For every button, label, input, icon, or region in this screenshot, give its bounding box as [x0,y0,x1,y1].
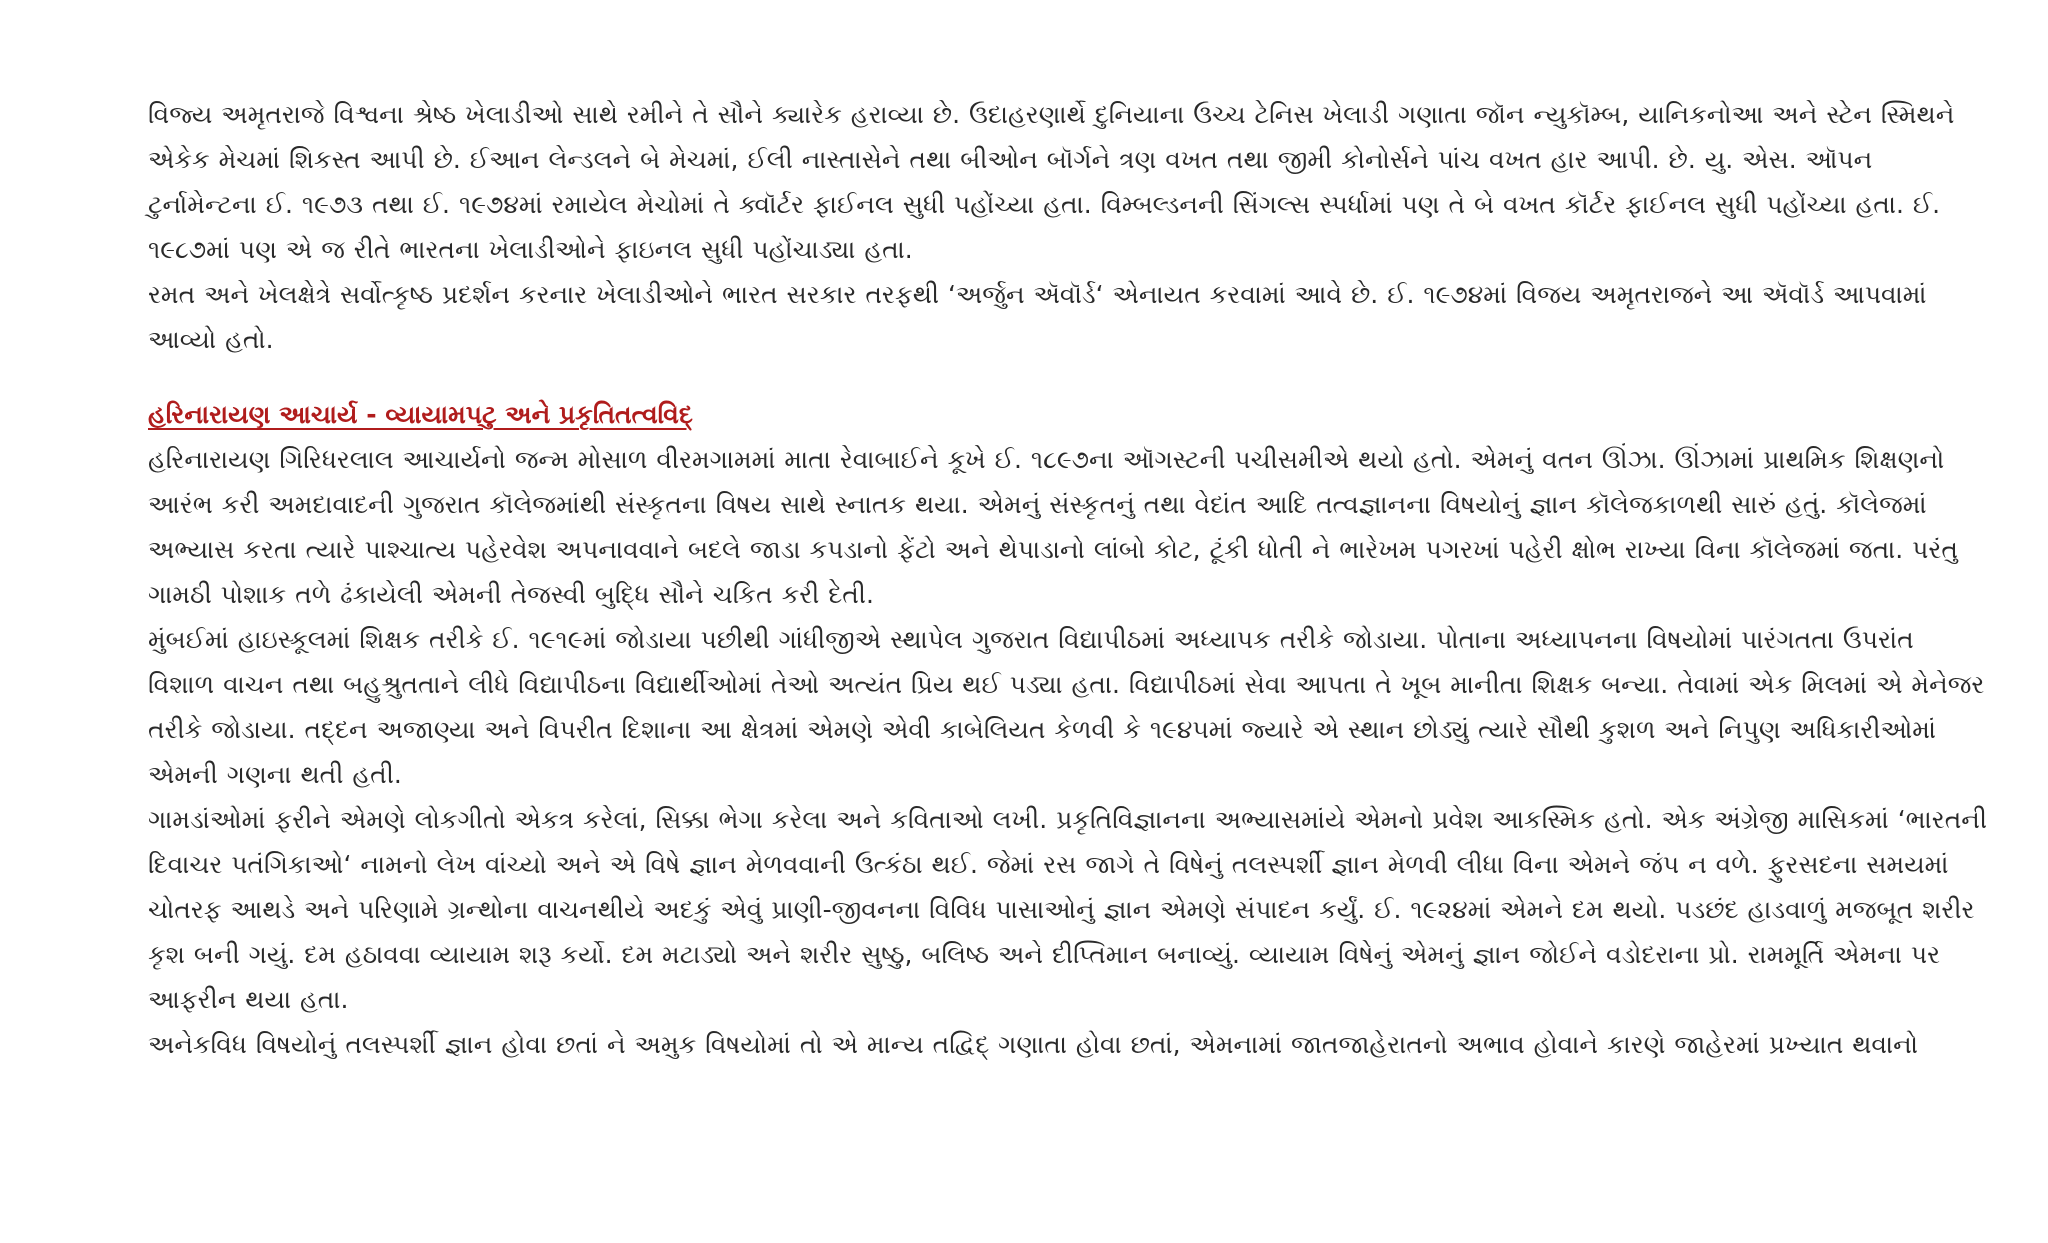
section-heading: હરિનારાયણ આચાર્ય - વ્યાયામપટુ અને પ્રકૃતિતત્વવિદ્ [148,400,693,429]
paragraph-vijay-achievements: વિજ્ય અમૃતરાજે વિશ્વના શ્રેષ્ઠ ખેલાડીઓ સાથે રમીને તે સૌને ક્યારેક હરાવ્યા છે. ઉદાહરણાર્થે દુનિયાના ઉચ્ચ ટેનિસ ખેલાડી ગણાતા જૉન ન્યુકૉમ્બ, યાનિકનોઆ અને સ્ટેન સ્મિથને એકેક મેચમાં શિકસ્ત આપી છે. ઈઆન લેન્ડલને બે મેચમાં, ઈલી નાસ્તાસેને તથા બીઓન બૉર્ગને ત્રણ વખત તથા જીમી કોનોર્સને પાંચ વખત હાર આપી. છે. યુ. એસ. ઑપન ટુર્નામેન્ટના ઈ. ૧૯૭૩ તથા ઈ. ૧૯૭૪માં રમાયેલ મેચોમાં તે ક્વૉર્ટર ફાઈનલ સુધી પહોંચ્યા હતા. વિમ્બલ્ડનની સિંગલ્સ સ્પર્ધામાં પણ તે બે વખત કૉર્ટર ફાઈનલ સુધી પહોંચ્યા હતા. ઈ. ૧૯૮૭માં પણ એ જ રીતે ભારતના ખેલાડીઓને ફાઇનલ સુધી પહોંચાડ્યા હતા. [148,100,1955,264]
paragraph-arjuna-award: રમત અને ખેલક્ષેત્રે સર્વોત્કૃષ્ઠ પ્રદર્શન કરનાર ખેલાડીઓને ભારત સરકાર તરફથી ‘અર્જુન ઍવૉર્ડ‘ એનાયત કરવામાં આવે છે. ઈ. ૧૯૭૪માં વિજય અમૃતરાજને આ ઍવૉર્ડ આપવામાં આવ્યો હતો. [148,280,1927,354]
paragraph-career: મુંબઈમાં હાઇસ્કૂલમાં શિક્ષક તરીકે ઈ. ૧૯૧૯માં જોડાયા પછીથી ગાંધીજીએ સ્થાપેલ ગુજરાત વિદ્યાપીઠમાં અધ્યાપક તરીકે જોડાયા. પોતાના અધ્યાપનના વિષયોમાં પારંગતતા ઉપરાંત વિશાળ વાચન તથા બહુશ્રુતતાને લીધે વિદ્યાપીઠના વિદ્યાર્થીઓમાં તેઓ અત્યંત પ્રિય થઈ પડ્યા હતા. વિદ્યાપીઠમાં સેવા આપતા તે ખૂબ માનીતા શિક્ષક બન્યા. તેવામાં એક મિલમાં એ મેનેજર તરીકે જોડાયા. તદ્દન અજાણ્યા અને વિપરીત દિશાના આ ક્ષેત્રમાં એમણે એવી કાબેલિયત કેળવી કે ૧૯૪૫માં જ્યારે એ સ્થાન છોડ્યું ત્યારે સૌથી કુશળ અને નિપુણ અધિકારીઓમાં એમની ગણના થતી હતી. [148,625,1985,789]
document-body [148,92,1988,1067]
paragraph-modesty: અનેકવિધ વિષયોનું તલસ્પર્શી જ્ઞાન હોવા છતાં ને અમુક વિષયોમાં તો એ માન્ય તદ્વિદ્ ગણાતા હોવા છતાં, એમનામાં જાતજાહેરાતનો અભાવ હોવાને કારણે જાહેરમાં પ્રખ્યાત થવાનો [148,1030,1918,1059]
section-gap [148,362,1988,392]
paragraph-nature-study: ગામડાંઓમાં ફરીને એમણે લોકગીતો એકત્ર કરેલાં, સિક્કા ભેગા કરેલા અને કવિતાઓ લખી. પ્રકૃતિવિજ્ઞાનના અભ્યાસમાંયે એમનો પ્રવેશ આકસ્મિક હતો. એક અંગ્રેજી માસિકમાં ‘ભારતની દિવાચર પતંગિકાઓ‘ નામનો લેખ વાંચ્યો અને એ વિષે જ્ઞાન મેળવવાની ઉત્કંઠા થઈ. જેમાં રસ જાગે તે વિષેનું તલસ્પર્શી જ્ઞાન મેળવી લીધા વિના એમને જંપ ન વળે. ફુરસદના સમયમાં ચોતરફ આથડે અને પરિણામે ગ્રન્થોના વાચનથીયે અદકું એવું પ્રાણી-જીવનના વિવિધ પાસાઓનું જ્ઞાન એમણે સંપાદન કર્યું. ઈ. ૧૯૨૪માં એમને દમ થયો. પડછંદ હાડવાળું મજબૂત શરીર કૃશ બની ગયું. દમ હઠાવવા વ્યાયામ શરૂ કર્યો. દમ મટાડ્યો અને શરીર સુષ્ઠુ, બલિષ્ઠ અને દીપ્તિમાન બનાવ્યું. વ્યાયામ વિષેનું એમનું જ્ઞાન જોઈને વડોદરાના પ્રો. રામમૂર્તિ એમના પર આફરીન થયા હતા. [148,805,1988,1014]
paragraph-birth-education: હરિનારાયણ ગિરિધરલાલ આચાર્યનો જન્મ મોસાળ વીરમગામમાં માતા રેવાબાઈને કૂખે ઈ. ૧૮૯૭ના ઑગસ્ટની પચીસમીએ થયો હતો. એમનું વતન ઊંઝા. ઊંઝામાં પ્રાથમિક શિક્ષણનો આરંભ કરી અમદાવાદની ગુજરાત કૉલેજમાંથી સંસ્કૃતના વિષય સાથે સ્નાતક થયા. એમનું સંસ્કૃતનું તથા વેદાંત આદિ તત્વજ્ઞાનના વિષયોનું જ્ઞાન કૉલેજકાળથી સારું હતું. કૉલેજમાં અભ્યાસ કરતા ત્યારે પાશ્ચાત્ય પહેરવેશ અપનાવવાને બદલે જાડા કપડાનો ફેંટો અને થેપાડાનો લાંબો કોટ, ટૂંકી ધોતી ને ભારેખમ પગરખાં પહેરી ક્ષોભ રાખ્યા વિના કૉલેજમાં જતા. પરંતુ ગામઠી પોશાક તળે ઢંકાયેલી એમની તેજસ્વી બુદ્ધિ સૌને ચકિત કરી દેતી. [148,445,1958,609]
